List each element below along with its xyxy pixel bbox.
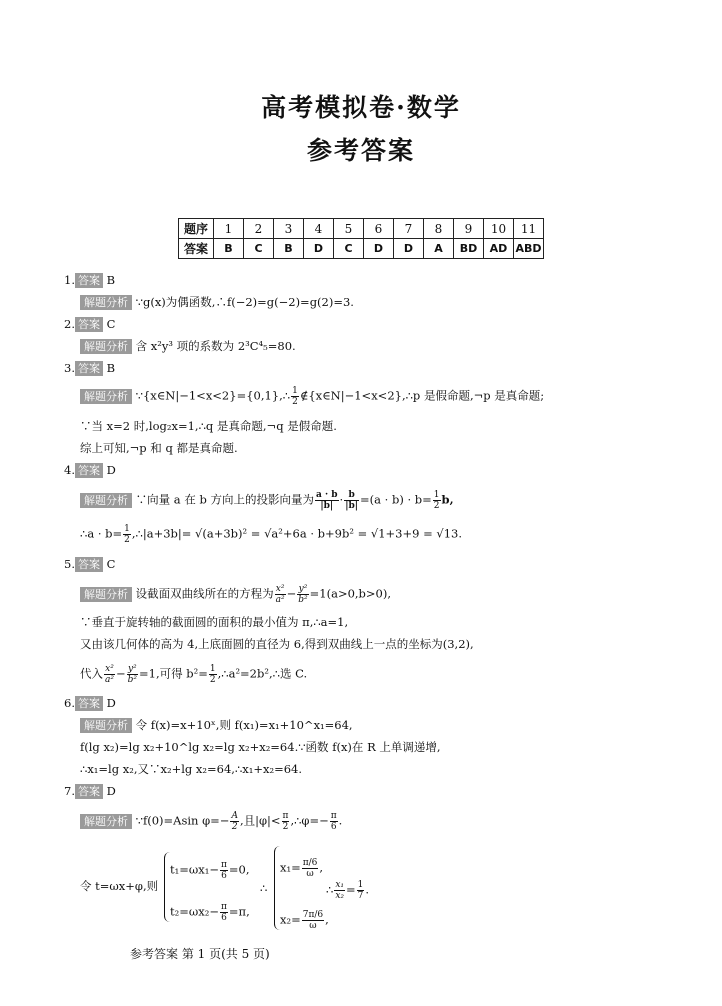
fraction — [123, 524, 131, 545]
analysis-text: b, — [441, 492, 454, 507]
therefore-symbol: ∴ — [260, 881, 268, 895]
question-5-line-4: 代入 $\frac{\text{x²}}{\text{a²}}$ − $\frac{\text{y²}}{\text{b²}}$ =1,可得 b²= $\frac{1}{2}$ ,∴a²=2b²,∴选 C. — [80, 664, 308, 685]
numerator: y² — [298, 584, 308, 594]
analysis-text: x₁= — [280, 860, 301, 875]
table-cell: B — [214, 239, 244, 259]
denominator: b² — [127, 675, 137, 685]
question-1-analysis — [80, 294, 354, 310]
analysis-text: ,∴|a+3b|= √(a+3b)² = √a²+6a · b+9b² = √1+3+9 = √13. — [131, 526, 463, 541]
denominator: 2 — [231, 822, 238, 832]
question-3-line-2: ∵当 x=2 时,log₂x=1,∴q 是真命题,¬q 是假命题. — [80, 419, 337, 433]
denominator: x₂ — [335, 891, 345, 901]
analysis-text: 令 f(x)=x+10ˣ,则 f(x₁)=x₁+10^x₁=64, — [135, 718, 353, 732]
answer-value: B — [106, 273, 116, 287]
analysis-tag: 解题分析 — [80, 718, 132, 733]
denominator: 2 — [282, 822, 289, 832]
numerator: π — [282, 811, 289, 821]
numerator: 1 — [209, 664, 216, 674]
fraction — [209, 664, 217, 685]
table-cell: A — [424, 239, 454, 259]
numerator: 7π/6 — [302, 910, 324, 920]
fraction — [297, 584, 308, 605]
fraction — [104, 664, 115, 685]
analysis-text: x₂= — [280, 912, 301, 927]
answer-table-row-answers — [179, 239, 544, 259]
numerator: x² — [105, 664, 114, 674]
analysis-tag: 解题分析 — [80, 814, 132, 829]
denominator: 2 — [209, 675, 216, 685]
question-5-analysis: 解题分析 设截面双曲线所在的方程为 $\frac{\text{x²}}{\text{a²}}$ − $\frac{\text{y²}}{\text{b²}}$ =1(a>0,b>0), — [80, 584, 391, 605]
analysis-text: =π, — [228, 904, 250, 919]
analysis-tag: 解题分析 — [80, 339, 132, 354]
question-7-let: 令 t=ωx+φ,则 — [80, 879, 159, 893]
denominator: |b| — [345, 501, 359, 511]
denominator: 7 — [357, 891, 364, 901]
fraction — [302, 910, 324, 931]
table-cell: 5 — [334, 219, 364, 239]
denominator: 2 — [292, 397, 298, 407]
ratio-result — [326, 880, 369, 901]
question-5-answer — [64, 556, 115, 572]
question-number: 1. — [64, 273, 75, 287]
table-cell: 3 — [274, 219, 304, 239]
table-cell: 7 — [394, 219, 424, 239]
question-number: 6. — [64, 696, 75, 710]
table-cell: 1 — [214, 219, 244, 239]
question-number: 3. — [64, 361, 75, 375]
fraction — [357, 880, 365, 901]
analysis-text: 含 x²y³ 项的系数为 2³C⁴₅=80. — [135, 339, 296, 353]
analysis-text: t₂=ωx₂− — [170, 904, 219, 919]
question-1-answer — [64, 272, 115, 288]
analysis-text: ,且|φ|< — [239, 813, 281, 828]
table-cell: 8 — [424, 219, 454, 239]
table-cell: 4 — [304, 219, 334, 239]
question-6-line-2: f(lg x₂)=lg x₂+10^lg x₂=lg x₂+x₂=64.∵函数 f(x)在 R 上单调递增, — [80, 740, 441, 754]
analysis-tag: 解题分析 — [80, 587, 132, 602]
denominator: 6 — [330, 822, 337, 832]
table-cell: C — [334, 239, 364, 259]
question-2-analysis — [80, 338, 296, 354]
analysis-tag: 解题分析 — [80, 295, 132, 310]
numerator: b — [344, 490, 359, 501]
table-cell: D — [304, 239, 334, 259]
answer-table-row-numbers — [179, 219, 544, 239]
analysis-text: ∵{x∈N|−1<x<2}={0,1},∴ — [135, 388, 291, 403]
question-6-answer — [64, 695, 116, 711]
fraction — [127, 664, 138, 685]
table-cell: 6 — [364, 219, 394, 239]
page-subtitle: 参考答案 — [306, 136, 415, 165]
denominator: a² — [275, 595, 285, 605]
answer-value: D — [106, 784, 116, 798]
answer-tag: 答案 — [75, 463, 103, 478]
system-line-1 — [170, 860, 250, 881]
table-cell: 11 — [514, 219, 544, 239]
numerator: x² — [275, 584, 285, 594]
question-6-analysis — [80, 717, 353, 733]
question-number: 4. — [64, 463, 75, 477]
question-3-analysis — [80, 386, 544, 407]
analysis-text: . — [365, 882, 370, 897]
analysis-text: ∵向量 a 在 b 方向上的投影向量为 — [135, 492, 314, 507]
fraction — [282, 811, 290, 832]
x1-solution: x₁= $\frac{\pi/6}{\omega}$ , — [280, 858, 324, 879]
question-6-line-3: ∴x₁=lg x₂,又∵x₂+lg x₂=64,∴x₁+x₂=64. — [80, 762, 303, 776]
numerator: x₁ — [335, 880, 345, 890]
table-cell: 2 — [244, 219, 274, 239]
denominator: 6 — [221, 913, 227, 923]
answer-value: C — [106, 317, 116, 331]
question-4-analysis: 解题分析 ∵向量 a 在 b 方向上的投影向量为 $\frac{a \cdot b}{|b|}$ · $\frac{b}{|b|}$ =(a · b) · b= $\frac{1}{2}$ b, — [80, 490, 454, 511]
analysis-text: ,∴a²=2b²,∴选 C. — [217, 666, 308, 681]
table-cell: C — [244, 239, 274, 259]
fraction — [330, 811, 338, 832]
analysis-text: ∵f(0)=Asin φ=− — [135, 813, 230, 828]
denominator: ω — [306, 869, 314, 879]
fraction — [433, 490, 441, 511]
denominator: |b| — [320, 501, 334, 511]
numerator: π — [330, 811, 337, 821]
answer-tag: 答案 — [75, 361, 103, 376]
answer-tag: 答案 — [75, 273, 103, 288]
numerator: y² — [127, 664, 137, 674]
denominator: a² — [105, 675, 114, 685]
numerator: 1 — [292, 386, 298, 396]
analysis-text: = — [346, 882, 356, 897]
answer-tag: 答案 — [75, 784, 103, 799]
analysis-text: t₁=ωx₁− — [170, 862, 219, 877]
numerator: π — [220, 902, 227, 912]
fraction — [220, 902, 228, 923]
analysis-tag: 解题分析 — [80, 389, 132, 404]
page-footer: 参考答案 第 1 页(共 5 页) — [130, 947, 270, 961]
numerator: π — [220, 860, 227, 870]
system-line-2 — [170, 902, 250, 923]
answer-tag: 答案 — [75, 557, 103, 572]
question-number: 5. — [64, 557, 75, 571]
analysis-text: =(a · b) · b= — [360, 492, 432, 507]
analysis-text: =1(a>0,b>0), — [309, 586, 392, 601]
table-cell: D — [394, 239, 424, 259]
analysis-text: 代入 — [80, 666, 103, 681]
numerator: a · b — [316, 490, 338, 500]
fraction — [344, 490, 359, 511]
numerator: 1 — [124, 524, 130, 534]
fraction — [230, 811, 239, 832]
answer-value: C — [106, 557, 116, 571]
table-cell: 9 — [454, 219, 484, 239]
analysis-tag: 解题分析 — [80, 493, 132, 508]
analysis-text: . — [338, 813, 343, 828]
analysis-text: ∵g(x)为偶函数,∴f(−2)=g(−2)=g(2)=3. — [135, 295, 354, 309]
analysis-text: =0, — [228, 862, 250, 877]
analysis-text: ∉{x∈N|−1<x<2},∴p 是假命题,¬p 是真命题; — [299, 388, 545, 403]
denominator: 2 — [124, 535, 130, 545]
question-5-line-2: ∵垂直于旋转轴的截面圆的面积的最小值为 π,∴a=1, — [80, 615, 349, 629]
fraction — [291, 386, 299, 407]
answer-table — [178, 218, 544, 259]
fraction — [334, 880, 345, 901]
fraction — [275, 584, 286, 605]
question-3-line-3: 综上可知,¬p 和 q 都是真命题. — [80, 441, 238, 455]
analysis-text: ,∴φ=− — [290, 813, 329, 828]
denominator: 6 — [221, 871, 227, 881]
fraction — [220, 860, 228, 881]
answer-value: D — [106, 463, 116, 477]
question-number: 2. — [64, 317, 75, 331]
page-title: 高考模拟卷·数学 — [261, 93, 461, 122]
question-4-line-2 — [80, 524, 462, 545]
row-label-number: 题序 — [179, 219, 214, 239]
row-label-answer: 答案 — [179, 239, 214, 259]
question-4-answer — [64, 462, 116, 478]
answer-value: B — [106, 361, 116, 375]
table-cell: AD — [484, 239, 514, 259]
numerator: 1 — [433, 490, 440, 500]
denominator: ω — [309, 921, 317, 931]
question-5-line-3: 又由该几何体的高为 4,上底面圆的直径为 6,得到双曲线上一点的坐标为(3,2), — [80, 637, 474, 651]
x2-solution: x₂= $\frac{7\pi/6}{\omega}$ , — [280, 910, 329, 931]
question-3-answer — [64, 360, 115, 376]
fraction — [302, 858, 319, 879]
question-7-answer — [64, 783, 116, 799]
numerator: π/6 — [302, 858, 318, 868]
analysis-text: 设截面双曲线所在的方程为 — [135, 586, 274, 601]
question-2-answer — [64, 316, 115, 332]
table-cell: ABD — [514, 239, 544, 259]
numerator: 1 — [357, 880, 364, 890]
table-cell: B — [274, 239, 304, 259]
numerator: A — [231, 811, 238, 821]
question-7-analysis — [80, 811, 342, 832]
answer-tag: 答案 — [75, 696, 103, 711]
analysis-text: =1,可得 b²= — [139, 666, 208, 681]
table-cell: BD — [454, 239, 484, 259]
table-cell: 10 — [484, 219, 514, 239]
question-number: 7. — [64, 784, 75, 798]
fraction — [315, 490, 339, 511]
answer-value: D — [106, 696, 116, 710]
analysis-text: ∴a · b= — [80, 526, 123, 541]
denominator: 2 — [433, 501, 440, 511]
analysis-text: ∴ — [326, 882, 334, 897]
denominator: b² — [298, 595, 308, 605]
table-cell: D — [364, 239, 394, 259]
answer-tag: 答案 — [75, 317, 103, 332]
